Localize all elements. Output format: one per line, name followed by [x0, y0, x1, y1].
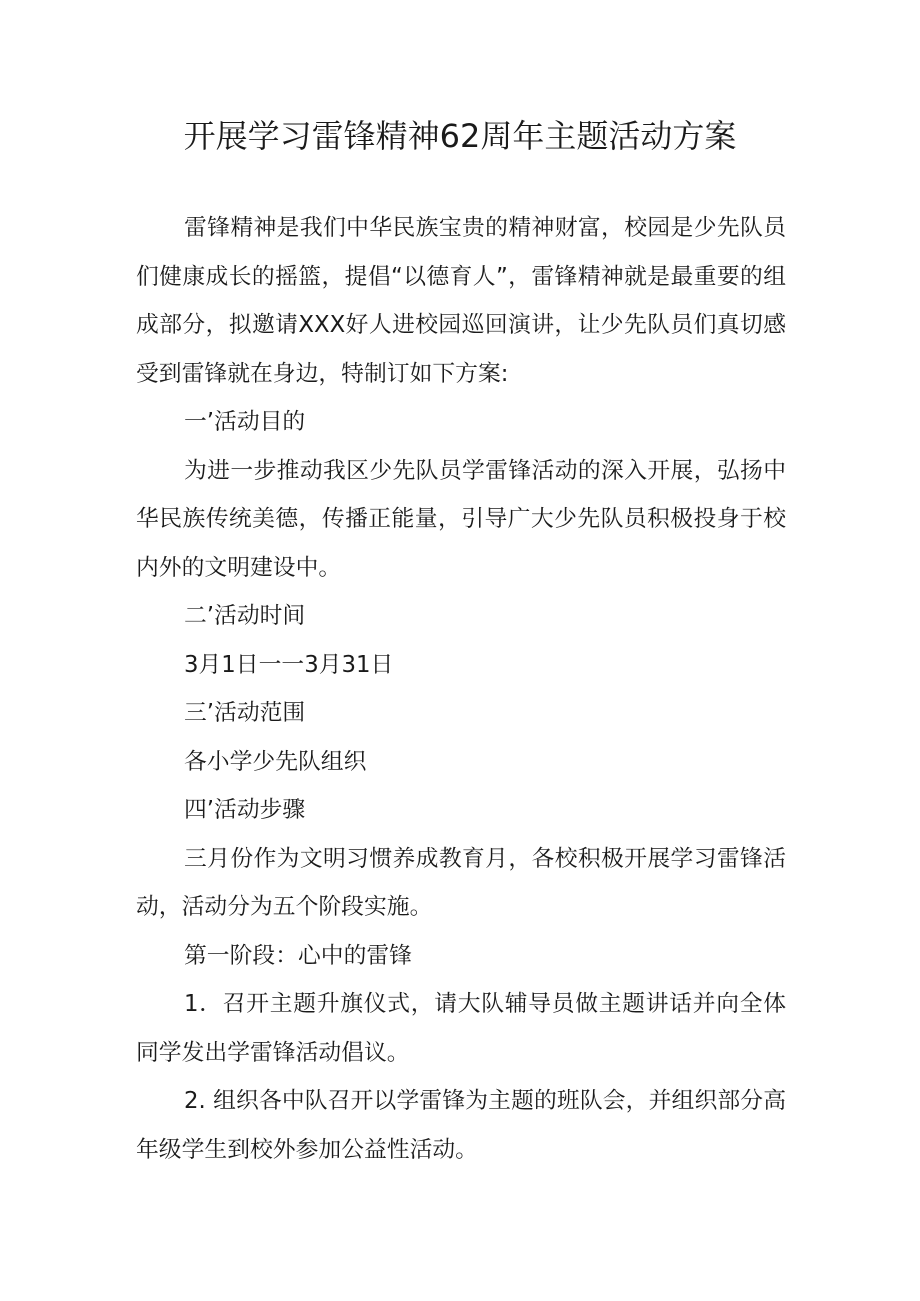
document-title: 开展学习雷锋精神62周年主题活动方案 [183, 117, 737, 155]
section-heading-purpose: 一’活动目的 [184, 409, 306, 435]
section-heading-scope: 三’活动范围 [184, 700, 306, 726]
intro-paragraph: 雷锋精神是我们中华民族宝贵的精神财富，校园是少先队员们健康成长的摇篮，提倡“以德育人”，雷锋精神就是最重要的组成部分，拟邀请XXX好人进校园巡回演讲，让少先队员们真切感受到雷锋就在身边，特制订如下方案: [136, 215, 786, 387]
phase-one-item-2: 2. 组织各中队召开以学雷锋为主题的班队会，并组织部分高年级学生到校外参加公益性活动。 [136, 1088, 786, 1163]
phase-one-heading: 第一阶段：心中的雷锋 [184, 942, 412, 969]
time-value: 3月1日一一3月31日 [184, 651, 394, 678]
section-heading-steps: 四’活动步骤 [184, 797, 306, 823]
steps-paragraph: 三月份作为文明习惯养成教育月，各校积极开展学习雷锋活动，活动分为五个阶段实施。 [136, 845, 786, 920]
purpose-paragraph: 为进一步推动我区少先队员学雷锋活动的深入开展，弘扬中华民族传统美德，传播正能量，引导广大少先队员积极投身于校内外的文明建设中。 [136, 457, 786, 581]
scope-value: 各小学少先队组织 [184, 748, 367, 775]
section-heading-time: 二’活动时间 [184, 603, 306, 629]
phase-one-item-1: 1．召开主题升旗仪式，请大队辅导员做主题讲话并向全体同学发出学雷锋活动倡议。 [136, 991, 786, 1066]
document-body [136, 204, 786, 1174]
